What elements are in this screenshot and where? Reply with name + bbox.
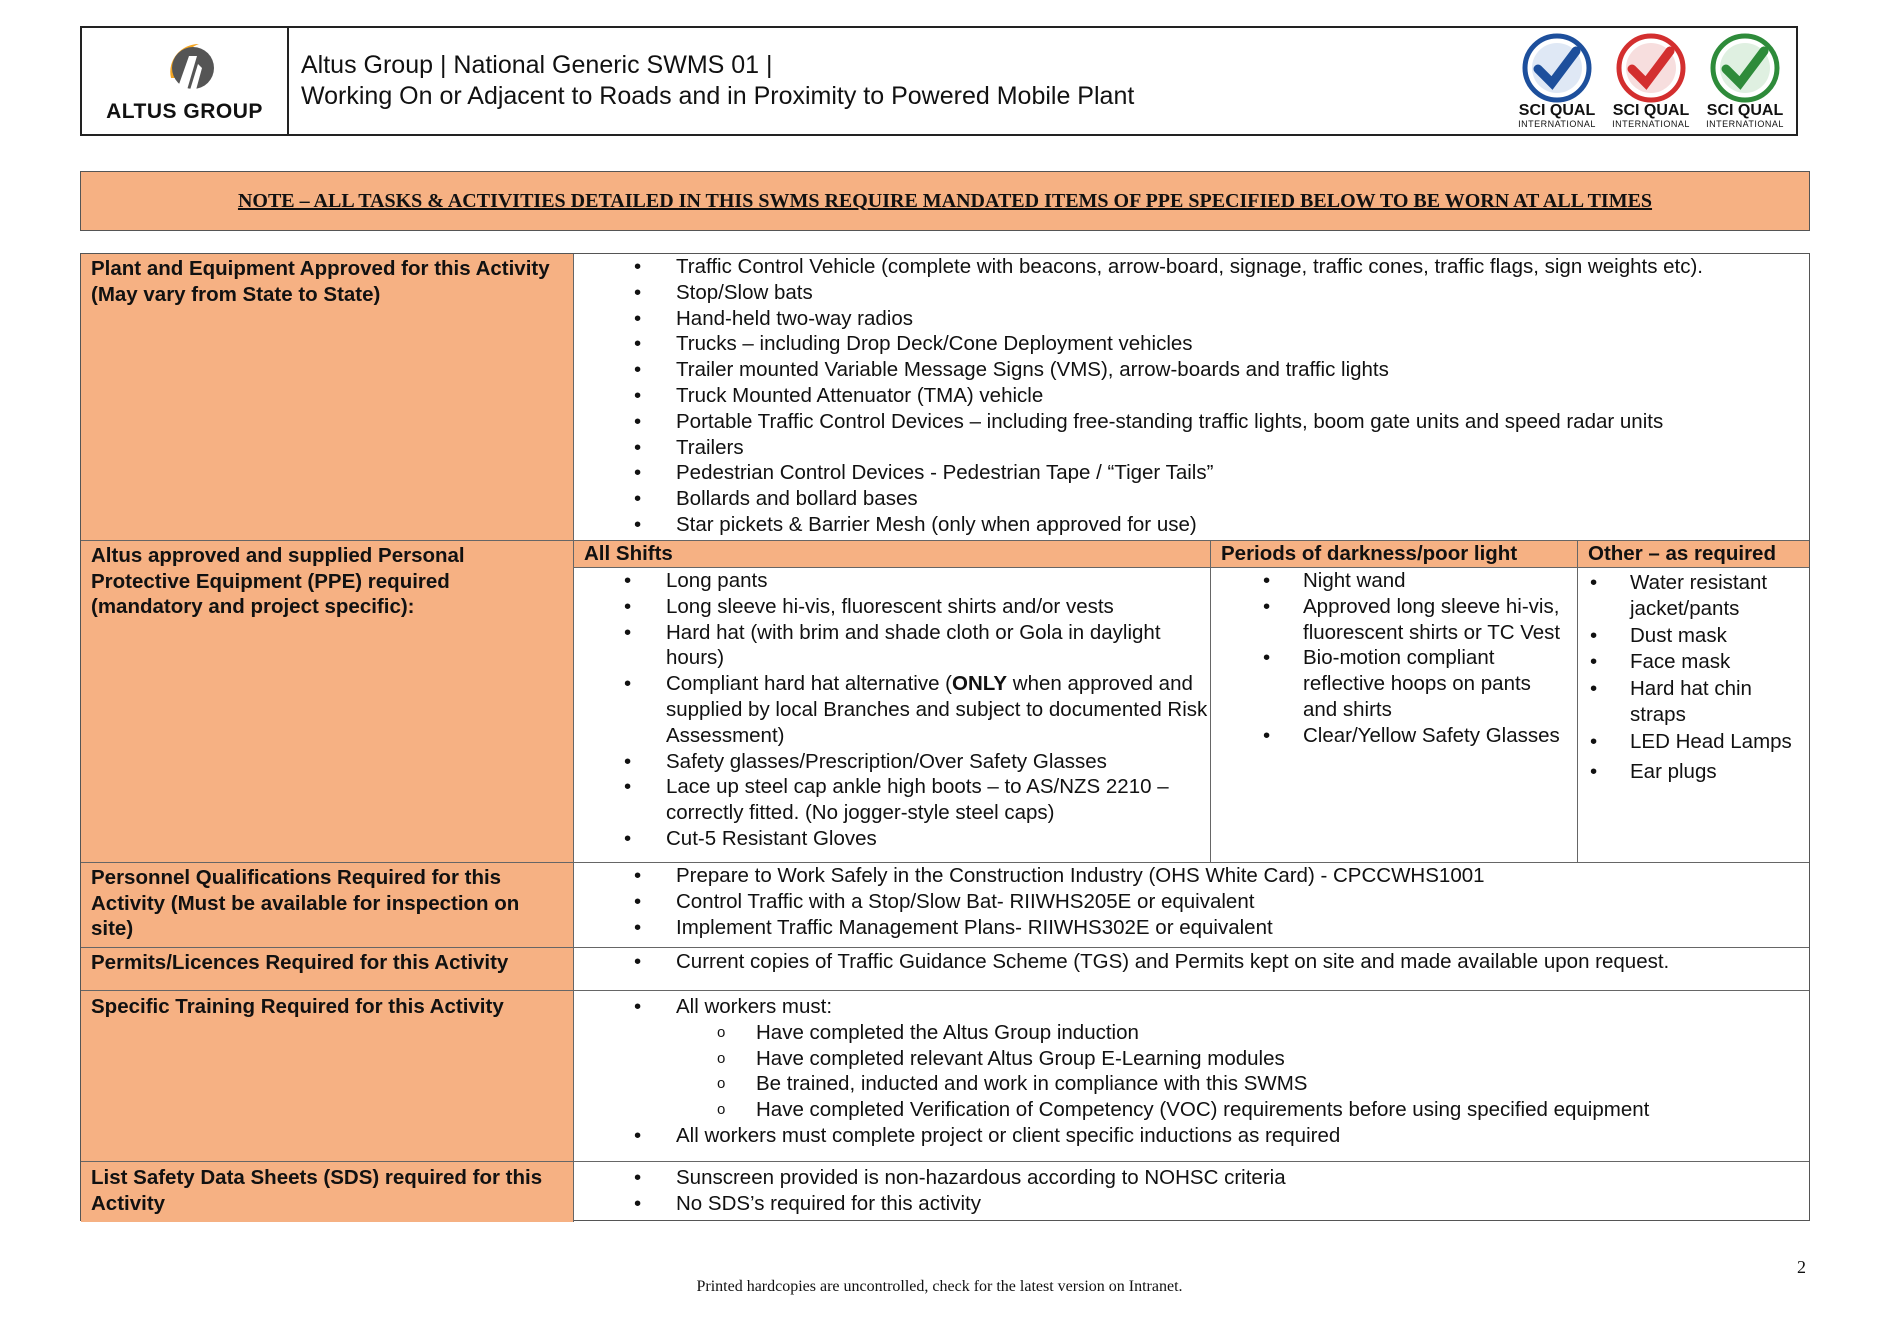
list-item: • Water resistant jacket/pants xyxy=(1578,570,1801,622)
permits-label: Permits/Licences Required for this Activity xyxy=(81,948,574,990)
list-item: • Implement Traffic Management Plans- RIIWHS302E or equivalent xyxy=(584,915,1799,941)
cert-badge xyxy=(1512,33,1602,129)
altus-logo-icon xyxy=(153,38,217,98)
cert-name: SCI QUAL xyxy=(1612,102,1690,119)
permits-row xyxy=(81,948,1809,991)
list-item: • Cut-5 Resistant Gloves xyxy=(574,826,1210,852)
sds-values xyxy=(574,1162,1809,1222)
list-item: • Trailer mounted Variable Message Signs (VMS), arrow-boards and traffic lights xyxy=(584,357,1799,383)
sds-row xyxy=(81,1162,1809,1222)
list-item: • Current copies of Traffic Guidance Scheme (TGS) and Permits kept on site and made available upon request. xyxy=(584,949,1799,975)
ppe-label: Altus approved and supplied Personal Protective Equipment (PPE) required (mandatory and project specific): xyxy=(81,541,574,862)
page-number: 2 xyxy=(1797,1257,1806,1277)
compliant-hat-pre: Compliant hard hat alternative ( xyxy=(666,672,953,696)
list-item: • Hand-held two-way radios xyxy=(584,306,1799,332)
ppe-row xyxy=(81,541,1809,863)
list-item: • LED Head Lamps xyxy=(1578,729,1801,755)
qualifications-values xyxy=(574,863,1809,947)
darkness-header: Periods of darkness/poor light xyxy=(1211,541,1578,568)
cert-name: SCI QUAL xyxy=(1518,102,1596,119)
list-item: • Face mask xyxy=(1578,649,1801,675)
list-item: • Lace up steel cap ankle high boots – to AS/NZS 2210 – correctly fitted. (No jogger-style steel caps) xyxy=(574,774,1210,826)
list-item: • Safety glasses/Prescription/Over Safety Glasses xyxy=(574,749,1210,775)
other-column xyxy=(1578,568,1809,862)
darkness-column xyxy=(1211,568,1578,862)
list-item: • No SDS’s required for this activity xyxy=(584,1191,1799,1217)
list-item xyxy=(574,671,1210,748)
compliant-hat-post: when approved and supplied by local Branches and subject to documented Risk Assessment) xyxy=(666,672,1208,747)
all-shifts-header: All Shifts xyxy=(574,541,1211,568)
list-item: • Stop/Slow bats xyxy=(584,280,1799,306)
footer-note: Printed hardcopies are uncontrolled, check for the latest version on Intranet. xyxy=(696,1278,1183,1295)
list-item: • Pedestrian Control Devices - Pedestrian Tape / “Tiger Tails” xyxy=(584,460,1799,486)
list-item: • Truck Mounted Attenuator (TMA) vehicle xyxy=(584,383,1799,409)
list-item: • Approved long sleeve hi-vis, fluorescent shirts or TC Vest xyxy=(1211,594,1567,646)
cert-badge xyxy=(1606,33,1696,129)
swms-table xyxy=(80,253,1810,1221)
list-item: • Trailers xyxy=(584,435,1799,461)
ppe-subtable xyxy=(574,541,1809,862)
certification-badge-icon xyxy=(1514,33,1600,103)
sds-label: List Safety Data Sheets (SDS) required for this Activity xyxy=(81,1162,574,1222)
qualifications-row xyxy=(81,863,1809,948)
logo-cell xyxy=(82,28,289,134)
list-item: • Dust mask xyxy=(1578,623,1801,649)
plant-equipment-row xyxy=(81,254,1809,541)
list-item: • Bio-motion compliant reflective hoops on pants and shirts xyxy=(1211,645,1567,722)
list-item: • All workers must: xyxy=(584,994,1799,1020)
list-item: • Star pickets & Barrier Mesh (only when approved for use) xyxy=(584,512,1799,538)
qualifications-label: Personnel Qualifications Required for this Activity (Must be available for inspection on site) xyxy=(81,863,574,947)
certification-logos xyxy=(1512,28,1796,134)
cert-name: SCI QUAL xyxy=(1706,102,1784,119)
document-header xyxy=(80,26,1798,136)
list-item: • Clear/Yellow Safety Glasses xyxy=(1211,723,1567,749)
list-item: • Long sleeve hi-vis, fluorescent shirts and/or vests xyxy=(574,594,1210,620)
list-item: • Ear plugs xyxy=(1578,759,1801,785)
list-item: • Long pants xyxy=(574,568,1210,594)
list-item: • All workers must complete project or client specific inductions as required xyxy=(584,1123,1799,1149)
cert-sub: INTERNATIONAL xyxy=(1706,119,1784,129)
training-label: Specific Training Required for this Activity xyxy=(81,991,574,1161)
cert-badge xyxy=(1700,33,1790,129)
compliant-hat-only: ONLY xyxy=(952,672,1008,696)
logo-text: ALTUS GROUP xyxy=(106,100,263,123)
list-item: • Control Traffic with a Stop/Slow Bat- RIIWHS205E or equivalent xyxy=(584,889,1799,915)
sub-list-item: o Have completed relevant Altus Group E-Learning modules xyxy=(584,1046,1799,1072)
list-item: • Sunscreen provided is non-hazardous according to NOHSC criteria xyxy=(584,1165,1799,1191)
certification-badge-icon xyxy=(1702,33,1788,103)
cert-sub: INTERNATIONAL xyxy=(1518,119,1596,129)
training-values xyxy=(574,991,1809,1161)
plant-equipment-values xyxy=(574,254,1809,540)
list-item: • Bollards and bollard bases xyxy=(584,486,1799,512)
cert-sub: INTERNATIONAL xyxy=(1612,119,1690,129)
title-line-2: Working On or Adjacent to Roads and in Proximity to Powered Mobile Plant xyxy=(301,82,1135,110)
document-title xyxy=(289,28,1512,134)
list-item: • Hard hat chin straps xyxy=(1578,676,1801,728)
list-item: • Hard hat (with brim and shade cloth or Gola in daylight hours) xyxy=(574,620,1210,672)
title-line-1: Altus Group | National Generic SWMS 01 | xyxy=(301,51,773,79)
certification-badge-icon xyxy=(1608,33,1694,103)
plant-equipment-label: Plant and Equipment Approved for this Activity (May vary from State to State) xyxy=(81,254,574,540)
list-item: • Prepare to Work Safely in the Construction Industry (OHS White Card) - CPCCWHS1001 xyxy=(584,863,1799,889)
list-item: • Traffic Control Vehicle (complete with beacons, arrow-board, signage, traffic cones, traffic flags, sign weights etc). xyxy=(584,254,1799,280)
sub-list-item: o Be trained, inducted and work in compliance with this SWMS xyxy=(584,1071,1799,1097)
other-header: Other – as required xyxy=(1578,541,1809,568)
list-item: • Portable Traffic Control Devices – including free-standing traffic lights, boom gate units and speed radar units xyxy=(584,409,1799,435)
ppe-note-banner: NOTE – ALL TASKS & ACTIVITIES DETAILED IN THIS SWMS REQUIRE MANDATED ITEMS OF PPE SPECIFIED BELOW TO BE WORN AT ALL TIMES xyxy=(80,171,1810,231)
all-shifts-column xyxy=(574,568,1211,862)
list-item: • Trucks – including Drop Deck/Cone Deployment vehicles xyxy=(584,331,1799,357)
permits-values xyxy=(574,948,1809,990)
sub-list-item: o Have completed the Altus Group induction xyxy=(584,1020,1799,1046)
training-row xyxy=(81,991,1809,1162)
list-item: • Night wand xyxy=(1211,568,1567,594)
sub-list-item: o Have completed Verification of Competency (VOC) requirements before using specified equipment xyxy=(584,1097,1799,1123)
